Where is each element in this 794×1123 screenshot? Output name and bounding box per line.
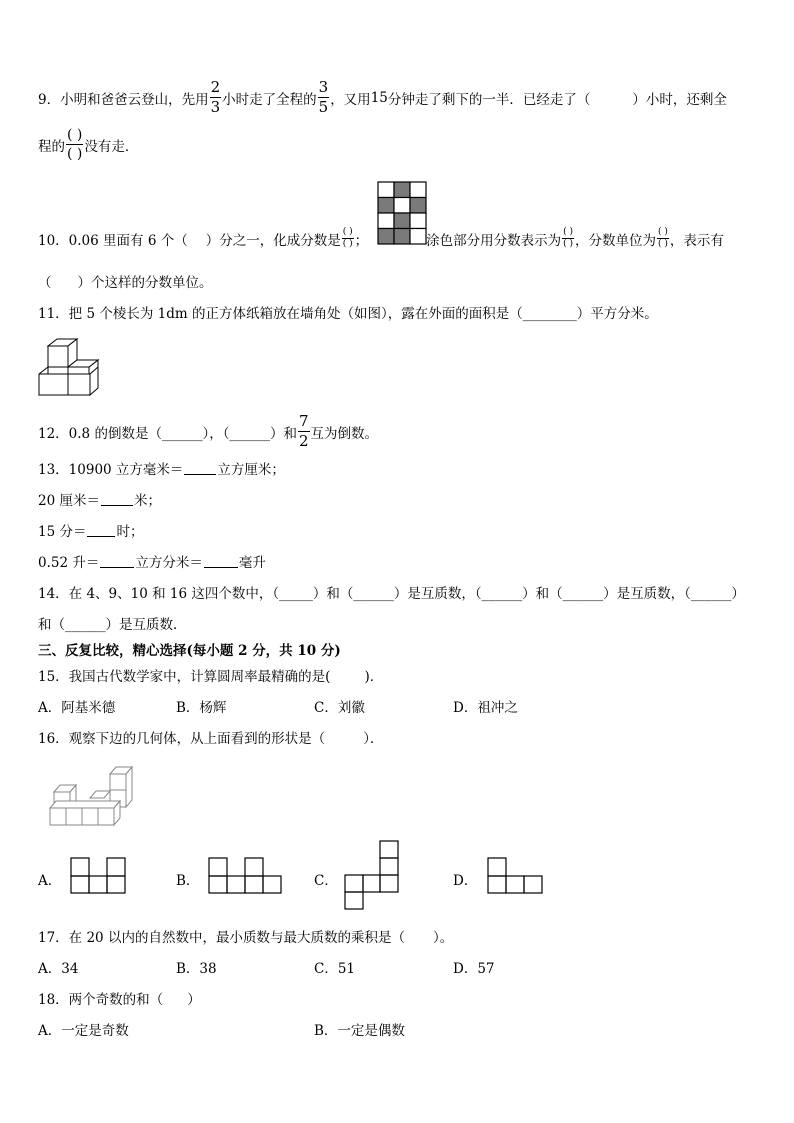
q16-option-a: A． (38, 873, 62, 889)
q12-text-1: 12．0.8 的倒数是（______），（______）和 (38, 425, 297, 442)
question-17 (38, 926, 453, 946)
q12-fraction: $\frac{7}{2}$ (298, 412, 309, 450)
q18-option-b: B．一定是偶数 (314, 1023, 405, 1039)
q15-option-c: C．刘徽 (314, 700, 365, 716)
question-14-line-2 (38, 613, 187, 633)
q13-text-3b: 时； (116, 524, 144, 540)
question-16 (38, 727, 383, 747)
q10-fraction-3: $\frac{( )}{( )}$ (657, 227, 668, 249)
q18-option-a: A．一定是奇数 (38, 1023, 129, 1039)
q15-option-d: D．祖冲之 (453, 700, 518, 716)
q17-text: 17．在 20 以内的自然数中，最小质数与最大质数的乘积是（ (38, 930, 405, 946)
q10-text-3: ； (354, 232, 369, 249)
q18-text: 18．两个奇数的和（ (38, 992, 164, 1008)
q9-text-7: 没有走． (84, 138, 139, 155)
q9-fraction-2: $\frac{3}{5}$ (318, 78, 329, 116)
q13-text-2b: 米； (133, 493, 161, 509)
q16-option-a-shape (70, 857, 126, 895)
q9-text-3: ，又用 (330, 91, 371, 108)
q17-option-c: C．51 (314, 961, 356, 977)
q9-number-15: 15 (370, 89, 388, 106)
q17-option-d: D．57 (453, 961, 495, 977)
question-12 (38, 414, 378, 449)
q10-text-2: ）分之一，化成分数是 (205, 232, 341, 249)
q9-text-5: ）小时，还剩全 (632, 91, 727, 108)
q17-close: ）。 (432, 930, 454, 946)
question-13-line-1 (38, 458, 285, 478)
q11-text: 11．把 5 个棱长为 1dm 的正方体纸箱放在墙角处（如图），露在外面的面积是（________）平方分米。 (38, 306, 658, 322)
q10-text-1: 10．0.06 里面有 6 个（ (38, 232, 188, 249)
q10-fraction-2: $\frac{( )}{( )}$ (563, 227, 573, 249)
q15-text: 15．我国古代数学家中，计算圆周率最精确的是( (38, 669, 331, 685)
question-10-line-2 (38, 271, 213, 291)
grid-cell (378, 182, 394, 198)
grid-cell (378, 198, 394, 214)
question-13-line-3 (38, 520, 143, 540)
question-13-line-2 (38, 489, 161, 509)
q13-text-1b: 立方厘米； (217, 462, 285, 478)
q10-fraction-1: $\frac{( )}{( )}$ (342, 227, 353, 249)
q10-text-5: ，分数单位为 (574, 232, 656, 249)
q16-option-b-shape (208, 857, 282, 895)
grid-cell (410, 213, 426, 229)
grid-cell (394, 198, 410, 214)
grid-cell (394, 213, 410, 229)
question-11 (38, 302, 658, 322)
q16-option-d: D． (453, 873, 478, 889)
question-13-line-4 (38, 551, 266, 571)
grid-cell (410, 229, 426, 245)
question-9-line-2 (38, 128, 138, 161)
grid-cell (410, 198, 426, 214)
q15-option-a: A．阿基米德 (38, 700, 116, 716)
question-18 (38, 988, 201, 1008)
grid-cell (410, 182, 426, 198)
q13-text-1a: 13．10900 立方毫米＝ (38, 462, 184, 478)
q18-close: ） (187, 992, 201, 1008)
q9-text-2: 小时走了全程的 (222, 91, 317, 108)
q14-text-1: 14．在 4、9、10 和 16 这四个数中，（_____）和（______）是互质数，（______）和（______）是互质数，（______） (38, 586, 745, 602)
q9-fraction-blank: $\frac{( )}{( )}$ (67, 127, 83, 162)
section-3-heading (38, 639, 341, 659)
q9-text-6: 程的 (38, 138, 65, 155)
q10-text-6: ，表示有 (669, 232, 724, 249)
section-3-title: 三、反复比较，精心选择(每小题 2 分，共 10 分) (38, 643, 341, 659)
q16-option-d-shape (487, 857, 543, 895)
q10-text-4: 涂色部分用分数表示为 (426, 232, 562, 249)
q9-text-1: 9．小明和爸爸云登山，先用 (38, 91, 209, 108)
q13-text-4c: 毫升 (238, 555, 266, 571)
q17-option-b: B．38 (176, 961, 217, 977)
grid-cell (394, 182, 410, 198)
grid-cell (378, 229, 394, 245)
q16-option-c-shape (344, 840, 402, 912)
q13-text-4a: 0.52 升＝ (38, 555, 100, 571)
q14-text-2: 和（______）是互质数． (38, 617, 187, 633)
question-14-line-1 (38, 582, 745, 602)
q15-close: )． (364, 669, 384, 685)
q16-option-b: B． (176, 873, 200, 889)
q16-text: 16．观察下边的几何体，从上面看到的形状是（ (38, 731, 326, 747)
q13-text-3a: 15 分＝ (38, 524, 87, 540)
q16-close: ）． (363, 731, 384, 747)
q10-text-7: （ (38, 275, 52, 291)
grid-cell (394, 229, 410, 245)
q16-solid-figure (46, 764, 134, 830)
q12-text-2: 互为倒数。 (310, 425, 378, 442)
q13-text-4b: 立方分米＝ (135, 555, 203, 571)
q9-fraction-1: $\frac{2}{3}$ (210, 78, 221, 116)
grid-cell (378, 213, 394, 229)
q11-cubes-figure (38, 338, 102, 400)
q13-text-2a: 20 厘米＝ (38, 493, 100, 509)
q15-option-b: B．杨辉 (176, 700, 227, 716)
q10-shaded-grid-figure (377, 181, 427, 245)
q9-text-4: 分钟走了剩下的一半．已经走了（ (387, 91, 591, 108)
question-15 (38, 665, 383, 685)
q16-option-c: C． (314, 873, 338, 889)
question-9-line-1 (38, 80, 727, 115)
q17-option-a: A．34 (38, 961, 79, 977)
q10-text-8: ）个这样的分数单位。 (77, 275, 213, 291)
